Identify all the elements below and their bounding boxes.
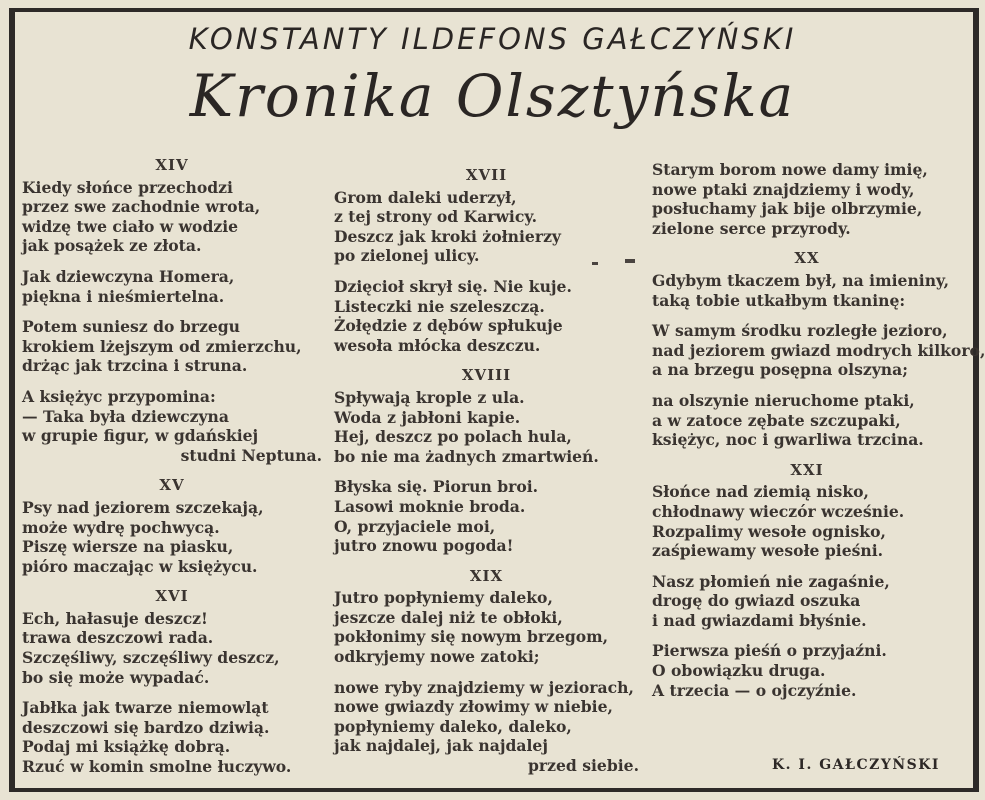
signature: K. I. GAŁCZYŃSKI — [772, 757, 940, 773]
stanza — [652, 160, 962, 238]
stanza — [22, 387, 322, 465]
verse-line: a w zatoce zębate szczupaki, — [652, 410, 901, 430]
print-blemish — [625, 259, 635, 263]
verse-line: Psy nad jeziorem szczekają, — [22, 497, 264, 517]
verse-line: pióro maczając w księżycu. — [22, 556, 258, 576]
verse-line: Jak dziewczyna Homera, — [22, 266, 235, 286]
verse-line: nowe ryby znajdziemy w jeziorach, — [334, 677, 634, 697]
verse-line: Szczęśliwy, szczęśliwy deszcz, — [22, 648, 280, 668]
section-number: XV — [159, 476, 185, 495]
verse-line: przed siebie. — [527, 756, 639, 776]
verse-line: posłuchamy jak bije olbrzymie, — [652, 199, 923, 219]
verse-line: i nad gwiazdami błyśnie. — [652, 610, 867, 630]
verse-line: widzę twe ciało w wodzie — [22, 216, 239, 236]
verse-line: bo się może wypadać. — [22, 667, 210, 687]
verse-line: odkryjemy nowe zatoki; — [334, 647, 540, 667]
verse-line: chłodnawy wieczór wcześnie. — [652, 501, 905, 521]
print-blemish — [592, 262, 598, 265]
verse-line: przez swe zachodnie wrota, — [22, 197, 261, 217]
verse-line: w grupie figur, w gdańskiej — [22, 426, 259, 446]
verse-line: jak najdalej, jak najdalej — [334, 736, 548, 756]
verse-line: nad jeziorem gwiazd modrych kilkoro, — [652, 340, 985, 360]
author-heading: KONSTANTY ILDEFONS GAŁCZYŃSKI — [188, 22, 797, 56]
stanza — [22, 267, 322, 306]
stanza — [652, 321, 985, 380]
verse-line: Błyska się. Piorun broi. — [334, 477, 539, 497]
verse-line: studni Neptuna. — [180, 445, 322, 465]
verse-line: trawa deszczowi rada. — [22, 628, 214, 648]
section-number: XIX — [469, 566, 504, 585]
verse-line: Nasz płomień nie zagaśnie, — [652, 571, 890, 591]
verse-line: Rozpalimy wesołe ognisko, — [652, 521, 886, 541]
verse-line: popłyniemy daleko, daleko, — [334, 716, 572, 736]
verse-line: zaśpiewamy wesołe pieśni. — [652, 541, 884, 561]
poem-title: Kronika Olsztyńska — [189, 62, 796, 130]
stanza — [22, 609, 322, 687]
stanza — [334, 477, 639, 555]
verse-line: jutro znowu pogoda! — [334, 536, 514, 556]
stanza — [334, 588, 639, 666]
verse-line: Kiedy słońce przechodzi — [22, 177, 233, 197]
stanza — [652, 482, 962, 560]
stanza — [334, 277, 639, 355]
verse-line: księżyc, noc i gwarliwa trzcina. — [652, 430, 924, 450]
verse-line: O obowiązku druga. — [652, 661, 826, 681]
verse-line: Listeczki nie szeleszczą. — [334, 296, 545, 316]
verse-line: Potem suniesz do brzegu — [22, 317, 240, 337]
verse-line: bo nie ma żadnych zmartwień. — [334, 446, 599, 466]
verse-line: Gdybym tkaczem był, na imieniny, — [652, 270, 950, 290]
stanza — [22, 698, 322, 776]
stanza — [334, 188, 639, 266]
verse-line: Rzuć w komin smolne łuczywo. — [22, 757, 292, 777]
verse-line: Starym borom nowe damy imię, — [652, 160, 928, 179]
verse-line: a na brzegu posępna olszyna; — [652, 360, 908, 380]
verse-line: Dzięcioł skrył się. Nie kuje. — [334, 276, 572, 296]
text-column-2 — [334, 160, 639, 787]
stanza — [652, 572, 962, 631]
verse-line: drogę do gwiazd oszuka — [652, 591, 861, 611]
verse-line: drżąc jak trzcina i struna. — [22, 356, 248, 376]
verse-line: Ech, hałasuje deszcz! — [22, 608, 208, 628]
text-column-3 — [652, 160, 985, 711]
verse-line: Jutro popłyniemy daleko, — [334, 588, 553, 608]
section-number: XX — [794, 249, 820, 268]
verse-line: nowe ptaki znajdziemy i wody, — [652, 179, 915, 199]
verse-line: po zielonej ulicy. — [334, 246, 480, 266]
verse-line: wesoła młócka deszczu. — [334, 335, 541, 355]
section-number: XVI — [155, 587, 189, 606]
verse-line: Deszcz jak kroki żołnierzy — [334, 226, 561, 246]
section-number: XIV — [155, 156, 189, 174]
text-column-1 — [22, 150, 322, 788]
verse-line: nowe gwiazdy złowimy w niebie, — [334, 697, 613, 717]
verse-line: pokłonimy się nowym brzegom, — [334, 627, 609, 647]
verse-line: W samym środku rozległe jezioro, — [652, 321, 948, 341]
verse-line: Lasowi moknie broda. — [334, 496, 526, 516]
verse-line: Żołędzie z dębów spłukuje — [334, 316, 563, 336]
stanza — [652, 271, 962, 310]
verse-line: taką tobie utkałbym tkaninę: — [652, 290, 906, 310]
verse-line: na olszynie nieruchome ptaki, — [652, 390, 915, 410]
verse-line: piękna i nieśmiertelna. — [22, 286, 225, 306]
verse-line: A księżyc przypomina: — [22, 386, 216, 406]
verse-line: Jabłka jak twarze niemowląt — [22, 698, 269, 718]
section-number: XVIII — [461, 366, 512, 385]
verse-line: jak posążek ze złota. — [22, 236, 202, 256]
verse-line: O, przyjaciele moi, — [334, 516, 496, 536]
verse-line: — Taka była dziewczyna — [22, 406, 229, 426]
stanza — [334, 678, 639, 776]
stanza — [22, 178, 322, 256]
verse-line: Podaj mi książkę dobrą. — [22, 737, 231, 757]
stanza — [652, 391, 962, 450]
verse-line: może wydrę pochwycą. — [22, 517, 220, 537]
verse-line: Piszę wiersze na piasku, — [22, 537, 234, 557]
verse-line: jeszcze dalej niż te obłoki, — [334, 607, 563, 627]
verse-line: zielone serce przyrody. — [652, 218, 851, 238]
verse-line: Pierwsza pieśń o przyjaźni. — [652, 641, 887, 661]
stanza — [334, 388, 639, 466]
stanza — [22, 317, 322, 376]
verse-line: Hej, deszcz po polach hula, — [334, 427, 572, 447]
verse-line: Spływają krople z ula. — [334, 387, 525, 407]
section-number: XXI — [790, 460, 824, 479]
verse-line: Słońce nad ziemią nisko, — [652, 482, 869, 502]
stanza — [22, 498, 322, 576]
stanza — [652, 641, 962, 700]
verse-line: Grom daleki uderzył, — [334, 187, 517, 207]
verse-line: A trzecia — o ojczyźnie. — [652, 680, 857, 700]
verse-line: krokiem lżejszym od zmierzchu, — [22, 336, 302, 356]
verse-line: Woda z jabłoni kapie. — [334, 407, 521, 427]
verse-line: z tej strony od Karwicy. — [334, 207, 538, 227]
section-number: XVII — [465, 166, 508, 184]
verse-line: deszczowi się bardzo dziwią. — [22, 717, 270, 737]
